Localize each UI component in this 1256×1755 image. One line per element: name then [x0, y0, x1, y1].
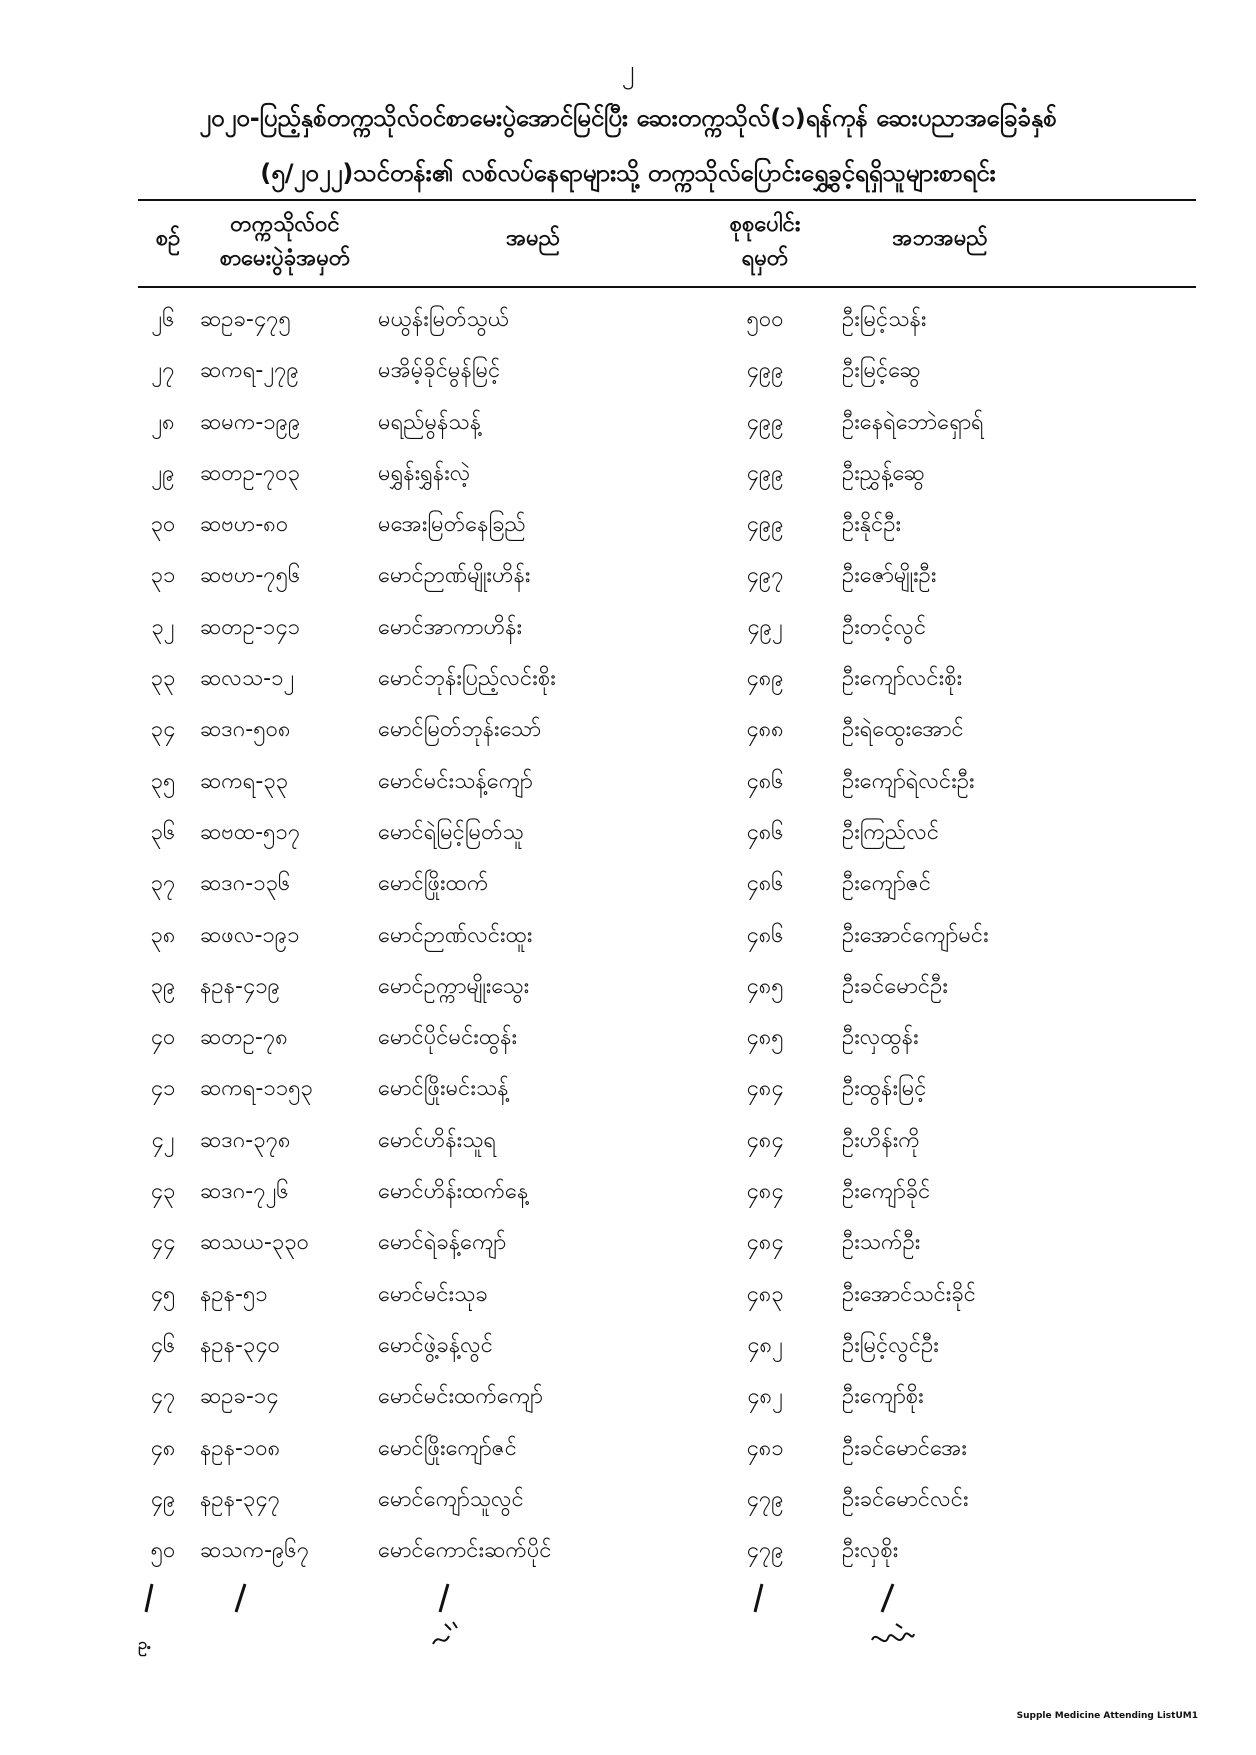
cell-serial-no: ၄၉ [150, 1486, 176, 1512]
signature-scribble [425, 1618, 465, 1654]
cell-name: မအိမ့်ခိုင်မွန်မြင့် [378, 358, 501, 384]
table-row [0, 1164, 1256, 1215]
cell-serial-no: ၄၀ [150, 1025, 176, 1051]
cell-name: မရည်မွန်သန့် [378, 409, 482, 435]
cell-roll-number: ဆသယ-၃၃၀ [200, 1230, 309, 1256]
cell-serial-no: ၃၀ [150, 512, 176, 538]
cell-roll-number: ဆဥခ-၄၇၅ [200, 307, 291, 332]
cell-name: မောင်ဖွဲ့ခန့်လွင် [378, 1332, 493, 1358]
table-row [0, 1472, 1256, 1523]
document-title-line-2: (၅/၂၀၂၂)သင်တန်း၏ လစ်လပ်နေရာများသို့ တက္ကသိုလ်ပြောင်းရွှေ့ခွင့်ရရှိသူများစာရင်း [260, 159, 996, 187]
cell-roll-number: နဥန-၃၄၇ [200, 1486, 281, 1512]
cell-father-name: ဦးမြင့်လွင်ဦး [842, 1332, 939, 1358]
cell-serial-no: ၃၈ [150, 922, 176, 948]
cell-roll-number: ဆဗထ-၅၁၇ [200, 819, 301, 845]
header-father-name: အဘအမည် [892, 226, 988, 251]
cell-total-marks: ၄၈၂ [747, 1332, 783, 1358]
header-serial-no: စဉ် [155, 226, 181, 251]
cell-roll-number: ဆတဥ-၇၈ [200, 1025, 288, 1051]
signature-scribble [868, 1618, 918, 1654]
cell-name: မောင်ဥက္ကာမျိုးသွေး [378, 973, 530, 999]
document-title-line-1: ၂၀၂၀-ပြည့်နှစ်တက္ကသိုလ်ဝင်စာမေးပွဲအောင်မြင်ပြီး ဆေးတက္ကသိုလ်(၁)ရန်ကုန် ဆေးပညာအခြေခံနှစ် [199, 104, 1057, 132]
header-total-line-1: စုစုပေါင်း [729, 212, 801, 237]
cell-roll-number: ဆလသ-၁၂ [200, 666, 295, 692]
table-row [0, 1010, 1256, 1061]
check-mark [755, 1584, 762, 1612]
table-row [0, 1523, 1256, 1574]
cell-father-name: ဦးသက်ဦး [842, 1230, 921, 1256]
table-row [0, 1113, 1256, 1164]
cell-serial-no: ၄၅ [150, 1281, 176, 1307]
cell-total-marks: ၄၉၉ [746, 358, 784, 384]
cell-father-name: ဦးအောင်ကျော်မင်း [842, 922, 989, 948]
cell-name: မောင်ကျော်သူလွင် [378, 1486, 524, 1512]
cell-serial-no: ၄၂ [151, 1127, 175, 1153]
cell-father-name: ဦးတင့်လွင် [842, 614, 927, 640]
cell-father-name: ဦးအောင်သင်းခိုင် [842, 1281, 976, 1307]
cell-serial-no: ၄၁ [150, 1076, 176, 1102]
check-mark [882, 1584, 893, 1612]
cell-total-marks: ၄၈၈ [746, 717, 784, 743]
cell-total-marks: ၄၈၄ [746, 1076, 784, 1102]
cell-name: မောင်ဖြိုးမင်းသန့် [378, 1076, 509, 1102]
cell-father-name: ဦးကျော်လင်းစိုး [842, 666, 963, 692]
cell-serial-no: ၄၈ [150, 1435, 176, 1461]
cell-total-marks: ၄၈၄ [746, 1230, 784, 1256]
cell-serial-no: ၃၆ [150, 819, 176, 845]
cell-roll-number: ဆတဥ-၇၀၃ [200, 460, 300, 486]
cell-father-name: ဦးကြည်လင် [842, 819, 940, 845]
cell-total-marks: ၅၀၀ [746, 307, 784, 332]
cell-name: မောင်ဖြိုးကျော်ဇင် [378, 1435, 517, 1461]
cell-total-marks: ၄၈၁ [746, 1435, 784, 1461]
table-row [0, 600, 1256, 651]
cell-roll-number: ဆတဥ-၁၄၁ [200, 614, 300, 640]
cell-name: မောင်ဖြိုးထက် [378, 871, 489, 897]
header-roll-number [195, 208, 375, 276]
table-row [0, 1318, 1256, 1369]
table-row [0, 292, 1256, 343]
cell-total-marks: ၄၈၅ [746, 973, 784, 999]
header-name: အမည် [505, 226, 561, 251]
cell-serial-no: ၃၄ [150, 717, 176, 743]
cell-father-name: ဦးခင်မောင်လင်း [842, 1486, 969, 1512]
cell-serial-no: ၂၈ [151, 409, 175, 435]
cell-roll-number: ဆကရ-၃၃ [200, 768, 289, 794]
cell-name: မောင်ပိုင်မင်းထွန်း [378, 1025, 518, 1051]
cell-serial-no: ၃၁ [150, 563, 176, 589]
table-row [0, 548, 1256, 599]
cell-father-name: ဦးကျော်ဇင် [842, 871, 932, 897]
table-row [0, 856, 1256, 907]
cell-father-name: ဦးဇော်မျိုးဦး [842, 563, 937, 589]
header-total-marks [690, 208, 840, 276]
cell-roll-number: နဥန-၃၄၀ [200, 1332, 281, 1358]
cell-father-name: ဦးရဲထွေးအောင် [842, 717, 964, 743]
cell-name: မောင်ဟိန်းထက်နေ့ [378, 1179, 529, 1205]
cell-serial-no: ၃၉ [150, 973, 176, 999]
cell-total-marks: ၄၉၉ [746, 512, 784, 538]
cell-serial-no: ၃၃ [150, 666, 176, 692]
table-row [0, 1061, 1256, 1112]
cell-roll-number: နဥန-၁၀၈ [200, 1435, 281, 1461]
table-top-rule [138, 199, 1196, 201]
cell-father-name: ဦးလှစိုး [842, 1538, 899, 1564]
table-row [0, 702, 1256, 753]
table-row [0, 1421, 1256, 1472]
cell-total-marks: ၄၈၆ [746, 768, 784, 794]
cell-name: မယွန်းမြတ်သွယ် [378, 307, 510, 332]
table-row [0, 754, 1256, 805]
cell-serial-no: ၃၇ [150, 871, 176, 897]
cell-father-name: ဦးထွန်းမြင့် [842, 1076, 927, 1102]
cell-total-marks: ၄၈၉ [746, 666, 784, 692]
cell-roll-number: ဆဒဂ-၅၀၈ [200, 717, 291, 743]
cell-roll-number: ဆဗဟ-၈၀ [200, 512, 289, 538]
check-mark [146, 1584, 152, 1612]
cell-father-name: ဦးကျော်စိုး [842, 1384, 924, 1410]
table-row [0, 446, 1256, 497]
cell-roll-number: ဆမက-၁၉၉ [200, 409, 301, 435]
cell-roll-number: ဆဥခ-၁၄ [200, 1384, 279, 1410]
cell-father-name: ဦးဟိန်းကို [842, 1127, 920, 1153]
cell-roll-number: နဥန-၄၁၉ [200, 973, 281, 999]
cell-father-name: ဦးညွှန့်ဆွေ [842, 460, 925, 486]
check-mark [236, 1584, 245, 1612]
cell-total-marks: ၄၉၉ [746, 460, 784, 486]
cell-name: မောင်ရဲမြင့်မြတ်သူ [378, 819, 524, 845]
check-marks [0, 1580, 1256, 1620]
table-row [0, 497, 1256, 548]
cell-serial-no: ၃၂ [151, 614, 175, 640]
cell-serial-no: ၄၄ [150, 1230, 176, 1256]
cell-total-marks: ၄၉၇ [746, 563, 784, 589]
table-body [0, 292, 1256, 1574]
cell-serial-no: ၄၃ [150, 1179, 176, 1205]
cell-total-marks: ၄၈၄ [746, 1127, 784, 1153]
cell-serial-no: ၂၉ [151, 460, 175, 486]
cell-name: မောင်ရဲခန့်ကျော် [378, 1230, 507, 1256]
cell-name: မောင်ဟိန်းသူရ [378, 1127, 497, 1153]
cell-father-name: ဦးနေရဲဘောဲရှောရ် [842, 409, 984, 435]
footer-note: Supple Medicine Attending ListUM1 [1016, 1711, 1198, 1721]
table-row [0, 1369, 1256, 1420]
page-number: ၂ [621, 55, 635, 85]
cell-total-marks: ၄၈၄ [746, 1179, 784, 1205]
table-row [0, 1215, 1256, 1266]
cell-name: မရွှန်းရွှန်းလဲ့ [378, 460, 471, 486]
check-mark [440, 1584, 448, 1612]
cell-name: မောင်မြတ်ဘုန်းသော် [378, 717, 542, 743]
table-row [0, 805, 1256, 856]
cell-total-marks: ၄၈၆ [746, 819, 784, 845]
header-total-line-2: ရမှတ် [741, 246, 789, 271]
cell-roll-number: ဆဗဟ-၇၅၆ [200, 563, 301, 589]
cell-total-marks: ၄၈၅ [746, 1025, 784, 1051]
header-roll-line-1: တက္ကသိုလ်ဝင် [230, 212, 340, 237]
cell-father-name: ဦးနိုင်ဦး [842, 512, 902, 538]
table-row [0, 343, 1256, 394]
table-row [0, 908, 1256, 959]
cell-serial-no: ၅၀ [150, 1538, 176, 1564]
cell-roll-number: ဆဖလ-၁၉၁ [200, 922, 300, 948]
cell-roll-number: ဆဒဂ-၃၇၈ [200, 1127, 291, 1153]
cell-name: မောင်မင်းသန့်ကျော် [378, 768, 533, 794]
cell-total-marks: ၄၇၉ [746, 1538, 784, 1564]
cell-serial-no: ၄၆ [150, 1332, 176, 1358]
cell-father-name: ဦးကျော်ရဲလင်းဦး [842, 768, 975, 794]
cell-serial-no: ၂၆ [151, 307, 175, 332]
cell-father-name: ဦးကျော်ခိုင် [842, 1179, 931, 1205]
cell-serial-no: ၄၇ [150, 1384, 176, 1410]
cell-name: မောင်အာကာဟိန်း [378, 614, 523, 640]
cell-name: မောင်ဘုန်းပြည့်လင်းစိုး [378, 666, 556, 692]
cell-name: မောင်မင်းထက်ကျော် [378, 1384, 543, 1410]
cell-roll-number: ဆသက-၉၆၇ [200, 1538, 310, 1564]
cell-total-marks: ၄၈၂ [747, 1384, 783, 1410]
cell-name: မောင်ဉာဏ်မျိုးဟိန်း [378, 563, 531, 589]
cell-roll-number: နဥန-၅၁ [200, 1281, 268, 1307]
cell-total-marks: ၄၉၂ [747, 614, 783, 640]
cell-father-name: ဦးမြင့်သန်း [842, 307, 927, 332]
cell-father-name: ဦးလှထွန်း [842, 1025, 919, 1051]
cell-name: မောင်မင်းသုခ [378, 1281, 488, 1307]
cell-name: မအေးမြတ်နေခြည် [378, 512, 526, 538]
cell-roll-number: ဆဒဂ-၇၂၆ [200, 1179, 289, 1205]
cell-father-name: ဦးခင်မောင်ဦး [842, 973, 948, 999]
cell-total-marks: ၄၈၆ [746, 871, 784, 897]
cell-total-marks: ၄၉၉ [746, 409, 784, 435]
cell-name: မောင်ကောင်းဆက်ပိုင် [378, 1538, 552, 1564]
cell-father-name: ဦးခင်မောင်အေး [842, 1435, 967, 1461]
cell-total-marks: ၄၈၆ [746, 922, 784, 948]
cell-roll-number: ဆကရ-၁၁၅၃ [200, 1076, 313, 1102]
table-header-rule [138, 286, 1196, 288]
cell-roll-number: ဆဒဂ-၁၃၆ [200, 871, 291, 897]
cell-serial-no: ၃၅ [150, 768, 176, 794]
cell-roll-number: ဆကရ-၂၇၉ [200, 358, 299, 384]
cell-total-marks: ၄၇၉ [746, 1486, 784, 1512]
table-row [0, 959, 1256, 1010]
signature-initial: ဥႉ [138, 1634, 151, 1653]
table-row [0, 1267, 1256, 1318]
table-row [0, 395, 1256, 446]
cell-name: မောင်ဉာဏ်လင်းထူး [378, 922, 533, 948]
table-row [0, 651, 1256, 702]
cell-father-name: ဦးမြင့်ဆွေ [842, 358, 921, 384]
cell-total-marks: ၄၈၃ [746, 1281, 784, 1307]
header-roll-line-2: စာမေးပွဲခုံအမှတ် [219, 246, 351, 271]
cell-serial-no: ၂၇ [151, 358, 175, 384]
